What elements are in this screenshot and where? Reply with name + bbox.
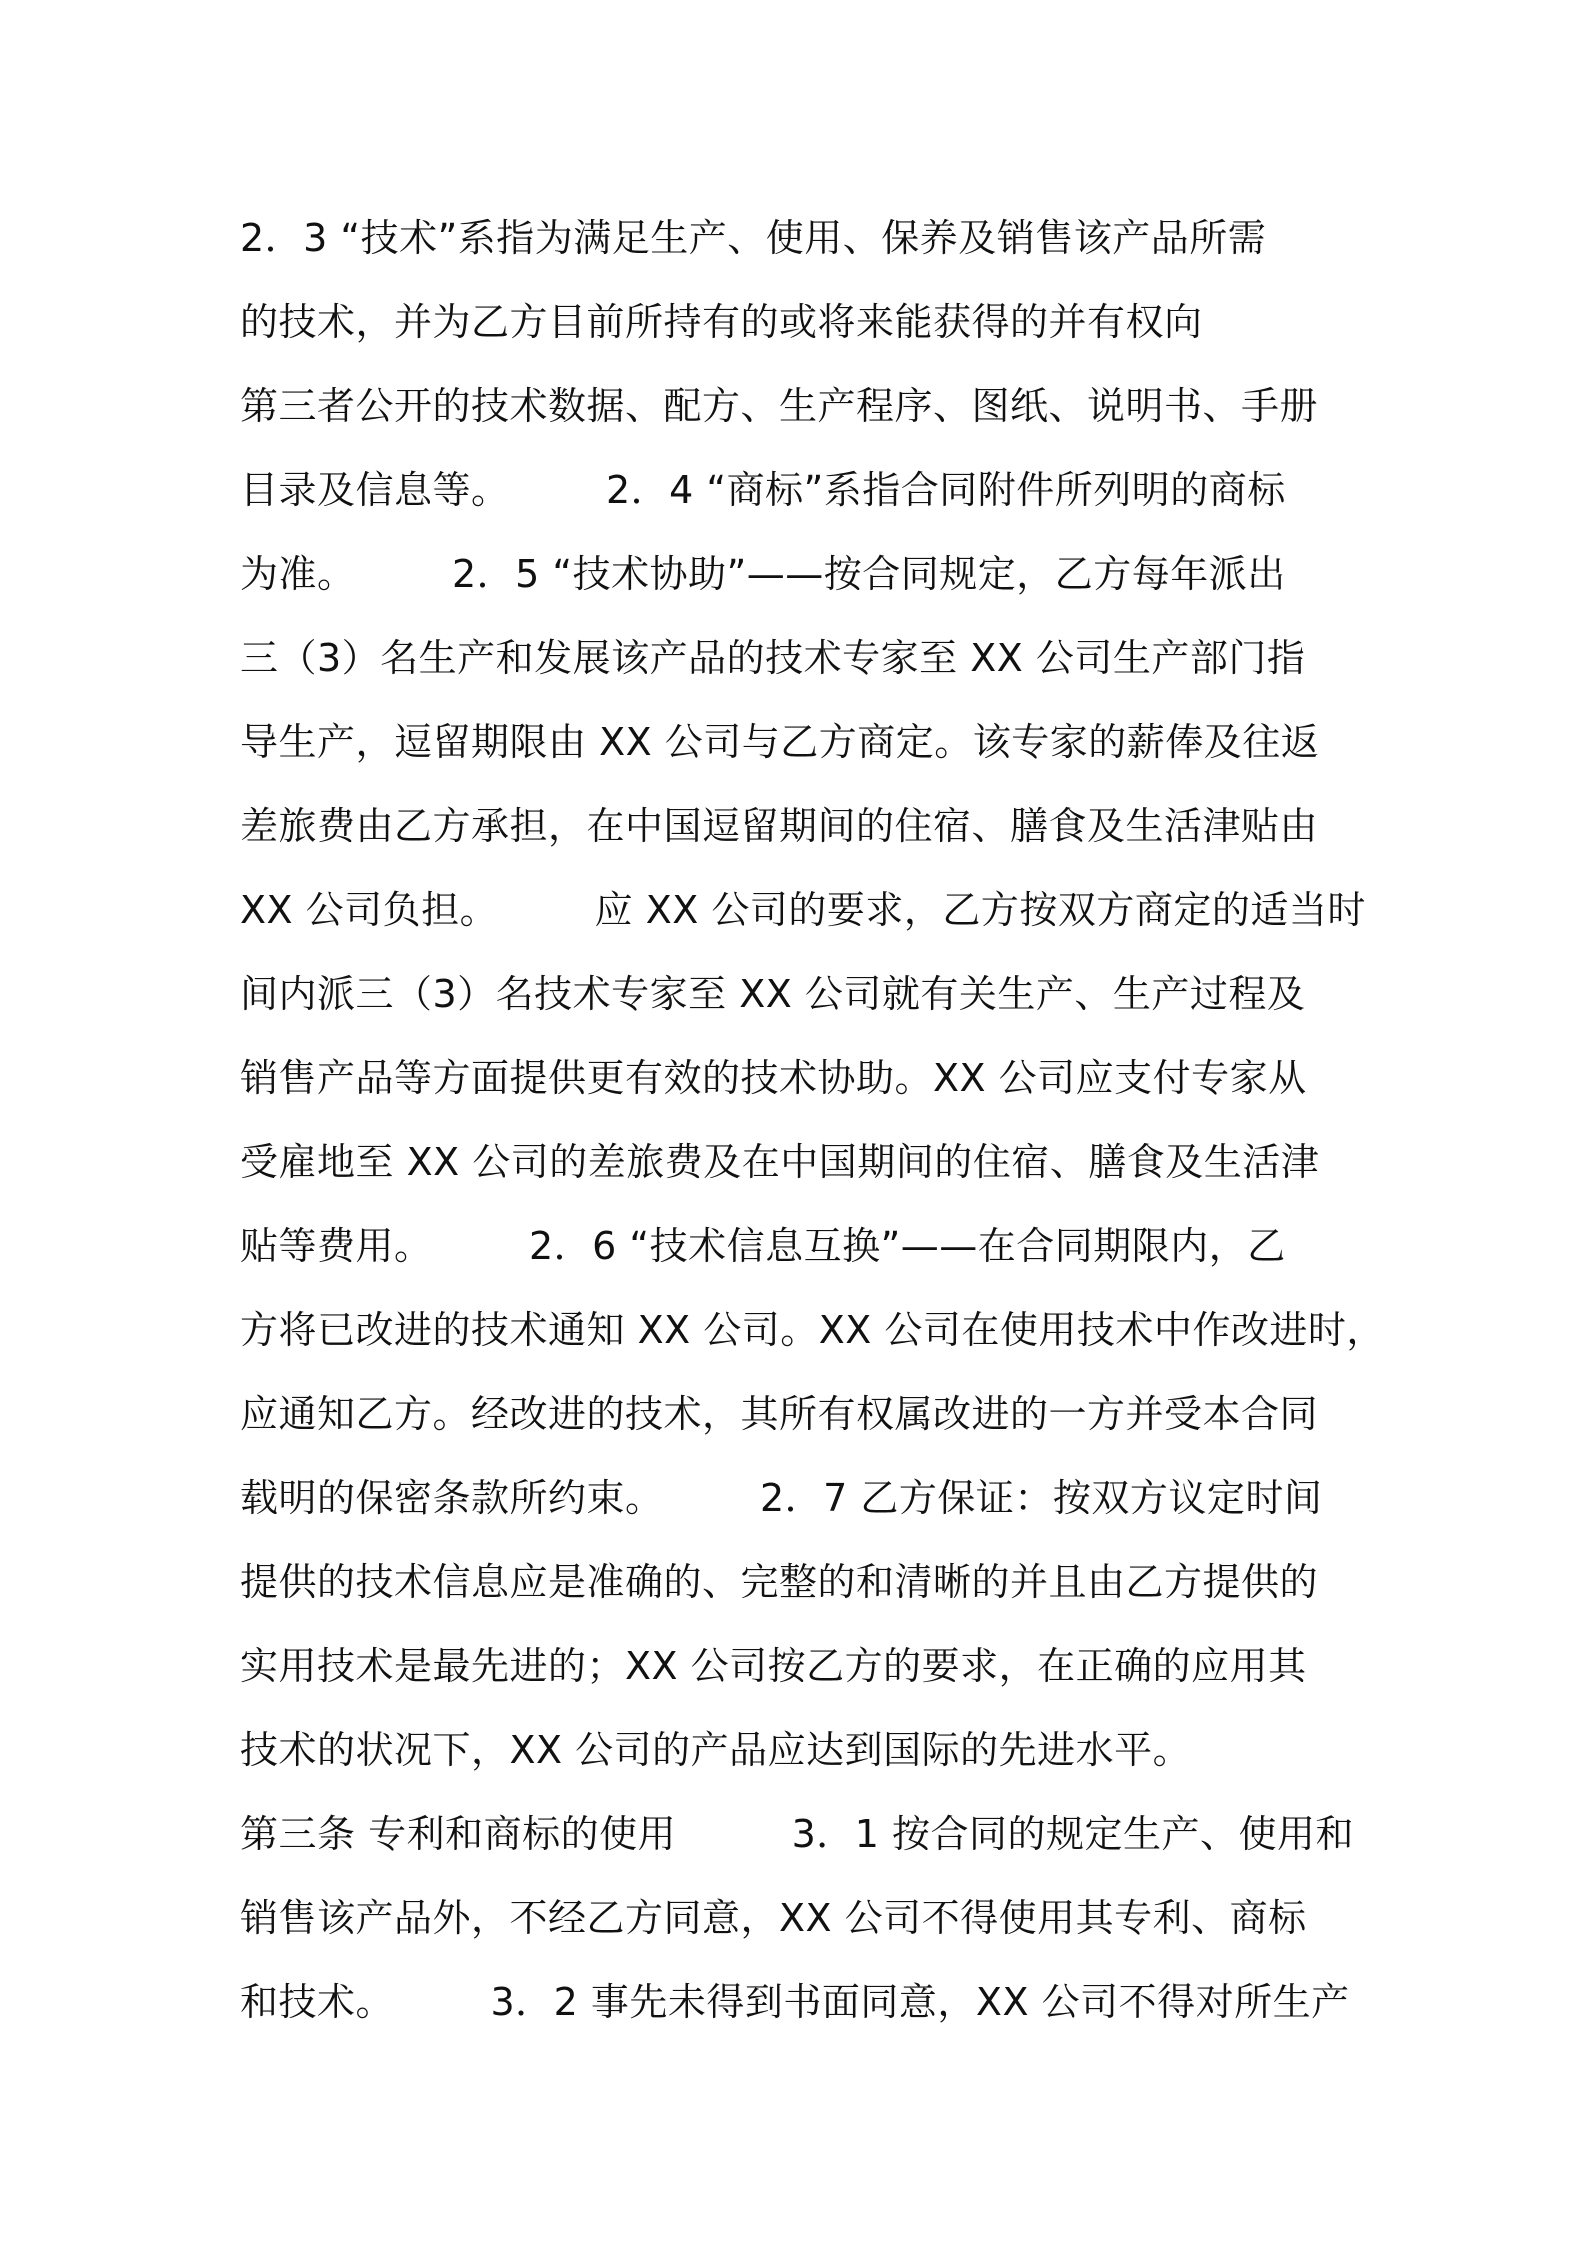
text-line: 差旅费由乙方承担，在中国逗留期间的住宿、膳食及生活津贴由 [240,804,1319,848]
text-line: 受雇地至 XX 公司的差旅费及在中国期间的住宿、膳食及生活津 [240,1140,1320,1184]
text-line: 提供的技术信息应是准确的、完整的和清晰的并且由乙方提供的 [240,1560,1319,1604]
text-line: 销售产品等方面提供更有效的技术协助。XX 公司应支付专家从 [240,1056,1307,1100]
text-line: 技术的状况下，XX 公司的产品应达到国际的先进水平。 [240,1728,1192,1772]
text-line: 三（3）名生产和发展该产品的技术专家至 XX 公司生产部门指 [240,636,1306,680]
document-body [240,196,1385,2044]
text-line: 为准。 2．5 “技术协助”——按合同规定，乙方每年派出 [240,552,1286,596]
text-line: 和技术。 3．2 事先未得到书面同意，XX 公司不得对所生产 [240,1980,1350,2024]
text-line: 间内派三（3）名技术专家至 XX 公司就有关生产、生产过程及 [240,972,1306,1016]
text-line: 第三者公开的技术数据、配方、生产程序、图纸、说明书、手册 [240,384,1319,428]
text-line: 销售该产品外，不经乙方同意，XX 公司不得使用其专利、商标 [240,1896,1307,1940]
text-line: 目录及信息等。 2．4 “商标”系指合同附件所列明的商标 [240,468,1286,512]
text-line: 第三条 专利和商标的使用 3．1 按合同的规定生产、使用和 [240,1812,1355,1856]
text-line: XX 公司负担。 应 XX 公司的要求，乙方按双方商定的适当时 [240,888,1366,932]
text-line: 实用技术是最先进的；XX 公司按乙方的要求，在正确的应用其 [240,1644,1307,1688]
text-line: 应通知乙方。经改进的技术，其所有权属改进的一方并受本合同 [240,1392,1319,1436]
text-line: 贴等费用。 2．6 “技术信息互换”——在合同期限内，乙 [240,1224,1286,1268]
text-line: 方将已改进的技术通知 XX 公司。XX 公司在使用技术中作改进时， [240,1308,1385,1352]
text-line: 的技术，并为乙方目前所持有的或将来能获得的并有权向 [240,300,1203,344]
text-line: 2．3 “技术”系指为满足生产、使用、保养及销售该产品所需 [240,216,1267,260]
text-line: 导生产，逗留期限由 XX 公司与乙方商定。该专家的薪俸及往返 [240,720,1320,764]
text-line: 载明的保密条款所约束。 2．7 乙方保证：按双方议定时间 [240,1476,1323,1520]
